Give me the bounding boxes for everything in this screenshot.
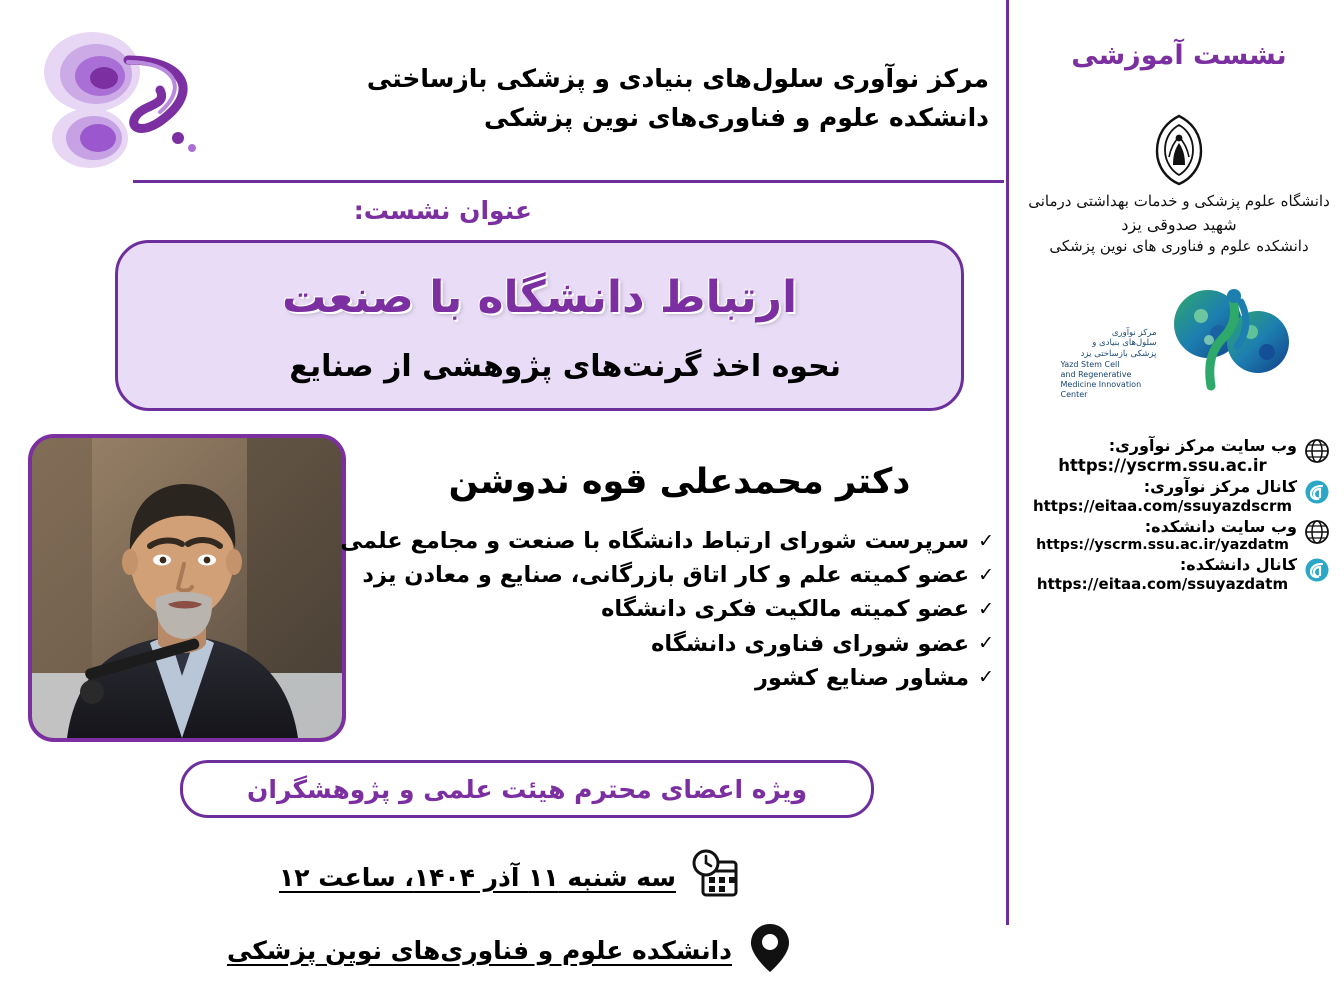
link-row-innovation-channel[interactable] xyxy=(1028,477,1330,515)
link-label: وب سایت مرکز نوآوری: xyxy=(1108,435,1297,455)
sidebar xyxy=(1014,0,1344,1008)
audience-pill xyxy=(180,760,874,818)
center-caption-en-4: Center xyxy=(1060,389,1088,399)
university-name-line-3: دانشکده علوم و فناوری های نوین پزشکی xyxy=(1049,236,1309,255)
center-caption-fa-1: مرکز نوآوری xyxy=(1111,327,1157,338)
link-row-faculty-channel[interactable] xyxy=(1028,555,1330,593)
role-text: مشاور صنایع کشور xyxy=(754,664,970,691)
link-label: وب سایت دانشکده: xyxy=(1144,516,1297,536)
center-caption-en-1: Yazd Stem Cell xyxy=(1060,359,1120,369)
innovation-center-caption xyxy=(1061,282,1157,400)
innovation-center-logo xyxy=(1024,282,1334,416)
event-location-row xyxy=(227,920,794,980)
university-name-line-2: شهید صدوقی یزد xyxy=(1121,214,1237,234)
link-row-faculty-website[interactable] xyxy=(1028,517,1330,553)
list-item xyxy=(601,592,994,626)
session-title: ارتباط دانشگاه با صنعت xyxy=(281,271,798,323)
check-icon: ✓ xyxy=(978,632,994,655)
link-url[interactable]: https://eitaa.com/ssuyazdscrm xyxy=(1032,496,1293,515)
event-datetime-text: سه شنبه ۱۱ آذر ۱۴۰۴، ساعت ۱۲ xyxy=(278,862,676,892)
header-line-2: دانشکده علوم و فناوری‌های نوین پزشکی xyxy=(483,102,989,132)
session-label: عنوان نشست: xyxy=(353,196,532,225)
butterfly-logo-icon xyxy=(32,20,212,180)
audience-text: ویژه اعضای محترم هیئت علمی و پژوهشگران xyxy=(247,774,807,804)
check-icon: ✓ xyxy=(978,666,994,689)
role-text: عضو شورای فناوری دانشگاه xyxy=(651,630,970,657)
list-item xyxy=(651,627,994,661)
session-badge: نشست آموزشی xyxy=(1071,40,1287,71)
header-line-1: مرکز نوآوری سلول‌های بنیادی و پزشکی بازساختی xyxy=(366,64,989,93)
sidebar-divider xyxy=(1006,0,1009,925)
link-label: کانال مرکز نوآوری: xyxy=(1143,476,1297,496)
link-url[interactable]: https://yscrm.ssu.ac.ir xyxy=(1058,455,1267,475)
speaker-roles-list xyxy=(340,524,994,695)
eitaa-icon xyxy=(1304,557,1330,583)
session-title-box xyxy=(115,240,964,411)
list-item xyxy=(362,558,994,592)
map-pin-icon xyxy=(746,920,794,980)
link-url[interactable]: https://yscrm.ssu.ac.ir/yazdatm xyxy=(1036,536,1289,553)
calendar-clock-icon xyxy=(690,848,744,906)
center-caption-en-2: and Regenerative xyxy=(1060,369,1132,379)
role-text: عضو کمیته علم و کار اتاق بازرگانی، صنایع و معادن یزد xyxy=(362,562,970,589)
speaker-photo xyxy=(28,434,346,742)
university-name-lines xyxy=(1028,191,1330,258)
university-logo xyxy=(1024,113,1334,258)
header-divider xyxy=(133,180,1004,183)
speaker-name: دکتر محمدعلی قوه ندوشن xyxy=(448,462,911,502)
role-text: سرپرست شورای ارتباط دانشگاه با صنعت و مجامع علمی xyxy=(340,528,970,554)
innovation-center-mark-icon xyxy=(1163,282,1298,416)
center-caption-fa-3: پزشکی بازساختی یزد xyxy=(1080,348,1157,359)
check-icon: ✓ xyxy=(978,529,994,552)
university-name-line-1: دانشگاه علوم پزشکی و خدمات بهداشتی درمانی xyxy=(1028,192,1330,210)
link-row-innovation-website[interactable] xyxy=(1028,436,1330,475)
link-label: کانال دانشکده: xyxy=(1179,554,1297,574)
links-list xyxy=(1024,436,1334,593)
globe-icon xyxy=(1304,438,1330,464)
event-datetime-row xyxy=(279,848,744,906)
eitaa-icon xyxy=(1304,479,1330,505)
list-item xyxy=(340,524,994,558)
globe-icon xyxy=(1304,519,1330,545)
center-caption-fa-2: سلول‌های بنیادی و xyxy=(1092,338,1157,349)
check-icon: ✓ xyxy=(978,563,994,586)
university-emblem-icon xyxy=(1148,113,1210,187)
header-block xyxy=(329,60,989,138)
session-subtitle: نحوه اخذ گرنت‌های پژوهشی از صنایع xyxy=(289,348,841,384)
event-location-text: دانشکده علوم و فناوری‌های نوین پزشکی xyxy=(226,935,732,965)
check-icon: ✓ xyxy=(978,598,994,621)
role-text: عضو کمیته مالکیت فکری دانشگاه xyxy=(601,596,970,623)
list-item xyxy=(755,661,994,695)
link-url[interactable]: https://eitaa.com/ssuyazdatm xyxy=(1036,574,1289,593)
center-caption-en-3: Medicine Innovation xyxy=(1060,379,1142,389)
